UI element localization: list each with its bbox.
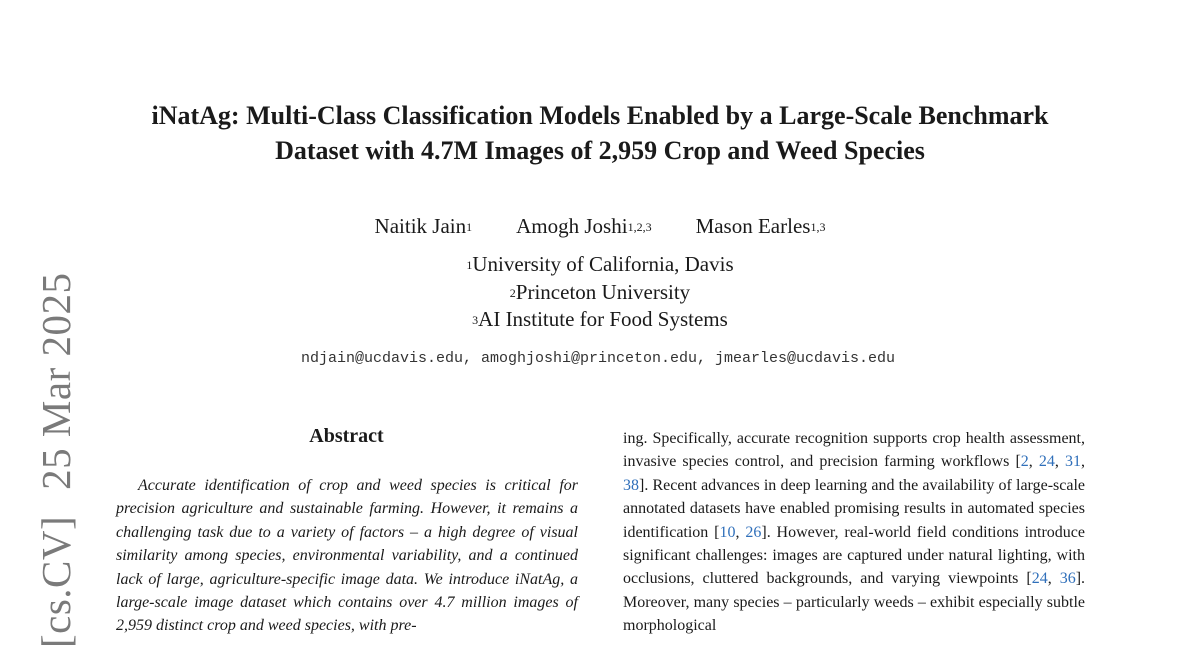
citation-link[interactable]: 24	[1031, 570, 1048, 588]
intro-text: ]. However, real-world field conditions introduce significant challenges: images are captured under natural lighting, with occlusions, cluttered backgrounds, and varying viewpoints [	[623, 523, 1086, 588]
citation-link[interactable]: 38	[623, 476, 639, 494]
author-affiliation-marker: 1,3	[810, 220, 826, 234]
author	[516, 212, 651, 240]
affiliation-name: Princeton University	[515, 279, 691, 304]
author-name: Naitik Jain	[374, 214, 467, 238]
abstract-heading: Abstract	[309, 425, 384, 447]
affiliation-marker: 1	[466, 258, 473, 272]
citation-link[interactable]: 26	[745, 523, 762, 541]
citation-link[interactable]: 31	[1065, 453, 1081, 471]
citation-link[interactable]: 24	[1038, 453, 1055, 471]
affiliation	[0, 306, 1200, 334]
intro-text: ]. Recent advances in deep learning and the availability of large-scale annotated datasets have enabled promising results in automated species identification [	[623, 476, 1085, 541]
affiliation-name: University of California, Davis	[472, 252, 734, 276]
abstract-body	[116, 474, 578, 638]
author-affiliation-marker: 1	[466, 220, 473, 234]
paper-title	[0, 98, 1200, 168]
arxiv-date: 25 Mar 2025	[33, 272, 79, 490]
author-emails: ndjain@ucdavis.edu, amoghjoshi@princeton.edu, jmearles@ucdavis.edu	[300, 350, 896, 367]
author-name: Mason Earles	[695, 214, 811, 238]
affiliation-list	[0, 251, 1200, 334]
affiliation	[0, 279, 1200, 307]
intro-text: ing. Specifically, accurate recognition supports crop health assessment, invasive species control, and precision farming workflows [	[623, 430, 1085, 471]
abstract-text: Accurate identification of crop and weed species is critical for precision agriculture and sustainable farming. However, it remains a challenging task due to a variety of factors – a high degree of visual similarity among species, environmental variability, and a continued lack of large, agriculture-specific image data. We introduce iNatAg, a large-scale image dataset which contains over 4.7 million images of 2,959 distinct crop and weed species, with pre-	[116, 477, 578, 635]
affiliation-name: AI Institute for Food Systems	[478, 307, 728, 331]
affiliation	[0, 251, 1200, 279]
affiliation-marker: 3	[472, 313, 479, 327]
intro-text: ]. Moreover, many species – particularly weeds – exhibit especially subtle morphological	[623, 570, 1086, 635]
citation-link[interactable]: 36	[1059, 570, 1076, 588]
author-name: Amogh Joshi	[516, 214, 628, 238]
author-affiliation-marker: 1,2,3	[627, 220, 652, 234]
author	[696, 212, 826, 240]
author	[375, 212, 473, 240]
title-line-2: Dataset with 4.7M Images of 2,959 Crop and Weed Species	[275, 136, 925, 165]
citation-link[interactable]: 2	[1020, 453, 1029, 471]
title-line-1: iNatAg: Multi-Class Classification Models Enabled by a Large-Scale Benchmark	[151, 101, 1049, 130]
affiliation-marker: 2	[509, 285, 516, 300]
introduction-column: ing. Specifically, accurate recognition supports crop health assessment, invasive species control, and precision farming workflows [2, 24, 31, 38]. Recent advances in deep learning and the availability of large-scale annotated datasets have enabled promising results in automated species identification [10, 26]. However, real-world field conditions introduce significant challenges: images are captured under natural lighting, with occlusions, cluttered backgrounds, and varying viewpoints [24, 36]. Moreover, many species – particularly weeds – exhibit especially subtle morphological	[623, 430, 1086, 635]
citation-link[interactable]: 10	[719, 523, 736, 541]
author-list	[0, 212, 1200, 240]
arxiv-category: [cs.CV]	[33, 515, 79, 648]
